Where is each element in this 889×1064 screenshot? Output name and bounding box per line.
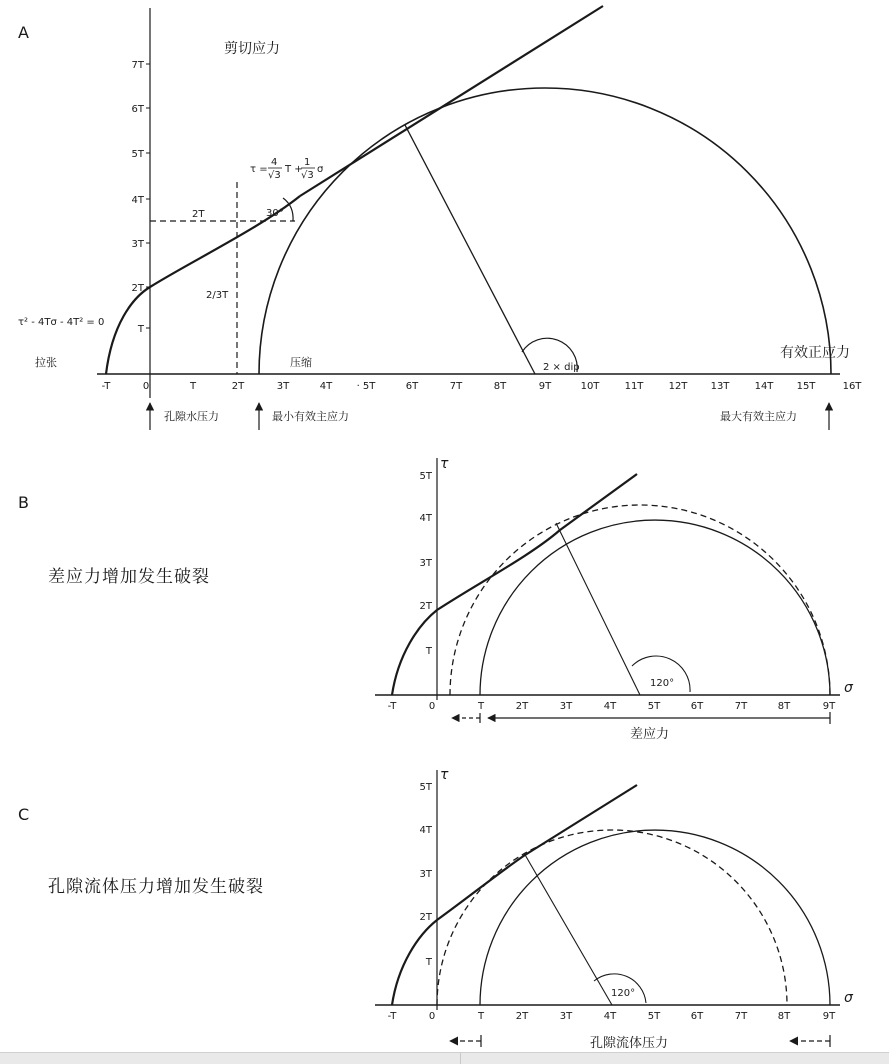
b-xtick: -T [387,701,397,712]
a-xtick: 8T [493,381,507,392]
c-ytick: 5T [419,782,432,793]
a-ytick-3T: 3T [131,239,144,250]
c-ytick: 4T [419,825,432,836]
b-ytick: 2T [419,601,432,612]
tau-axis-label-b: τ [440,456,449,472]
mohr-circle-initial-b [480,520,830,695]
radius-line-b [556,523,640,695]
c-xtick: 5T [647,1011,661,1022]
failure-envelope-c [392,785,637,1005]
a-xtick: T [189,381,197,392]
c-xtick: 0 [428,1011,436,1022]
a-xtick: 10T [580,381,600,392]
tangent-equation [250,157,324,181]
angle-30-label: 30° [266,208,284,219]
panel-c-letter: C [18,805,30,824]
a-xtick: 15T [796,381,816,392]
panel-a-letter: A [18,23,29,42]
a-xtick: -T [101,381,111,392]
b-xtick: 2T [515,701,529,712]
mohr-circle-initial-c [480,830,830,1005]
a-xtick: 4T [319,381,333,392]
b-xtick: 0 [428,701,436,712]
panel-b-caption: 差应力增加发生破裂 [48,567,210,587]
failure-envelope-b [392,474,637,695]
shear-stress-label: 剪切应力 [224,41,280,57]
b-xtick: 7T [734,701,748,712]
b-xtick: 3T [559,701,573,712]
radius-line-c [524,853,612,1005]
a-ytick-5T: 5T [131,149,144,160]
b-xtick: 8T [777,701,791,712]
radius-line-a [405,125,535,374]
c-xtick: 9T [822,1011,836,1022]
b-xtick: 4T [603,701,617,712]
c-xtick: 3T [559,1011,573,1022]
b-xtick: T [477,701,485,712]
c-xtick: 4T [603,1011,617,1022]
sigma-axis-label-c: σ [844,990,853,1006]
a-xtick: 13T [710,381,730,392]
eq-mid: T + [285,164,303,175]
viewer-bottom-bar [0,1052,889,1064]
tau-axis-label-c: τ [440,767,449,783]
a-xtick: 7T [449,381,463,392]
b-xtick: 6T [690,701,704,712]
eq-sigma: σ [317,164,324,175]
panel-b [18,456,854,742]
a-ytick-6T: 6T [131,104,144,115]
a-xtick: · 5T [356,381,376,392]
a-xtick: 11T [624,381,644,392]
c-xtick: 8T [777,1011,791,1022]
eq-frac1-den: √3 [268,170,281,181]
mohr-circle-failure-b [450,505,830,695]
c-ytick: T [425,957,432,968]
a-xtick: 2T [231,381,245,392]
dim-2T-label: 2T [192,209,205,220]
panel-b-letter: B [18,493,29,512]
a-xtick: 12T [668,381,688,392]
a-ytick-7T: 7T [131,60,144,71]
a-xtick: 16T [842,381,862,392]
envelope-equation: τ² - 4Tσ - 4T² = 0 [18,317,105,328]
panel-a [18,6,862,430]
compression-label: 压缩 [290,356,312,369]
angle-label-b: 120° [650,678,675,689]
tangent-line-a [300,6,603,196]
effective-normal-stress-label: 有效正应力 [780,345,850,361]
c-xtick: 2T [515,1011,529,1022]
panel-c-caption: 孔隙流体压力增加发生破裂 [48,877,264,897]
tension-label: 拉张 [35,356,57,369]
a-ytick-4T: 4T [131,195,144,206]
dim-23T-label: 2/3T [206,290,229,301]
max-principal-stress-label: 最大有效主应力 [720,410,797,423]
sigma-axis-label-b: σ [844,680,853,696]
c-ytick: 3T [419,869,432,880]
mohr-circle-shifted-c [437,830,787,1005]
b-ytick: 4T [419,513,432,524]
eq-tau: τ = [250,164,268,175]
b-ytick: T [425,646,432,657]
dip-label: 2 × dip [543,362,580,373]
a-xtick: 6T [405,381,419,392]
panel-c [18,767,854,1051]
angle-label-c: 120° [611,988,636,999]
eq-frac1-num: 4 [271,157,278,168]
a-xtick: 14T [754,381,774,392]
b-xtick: 9T [822,701,836,712]
mohr-circle-a [259,88,831,374]
a-xtick: 3T [276,381,290,392]
c-ytick: 2T [419,912,432,923]
c-xtick: 6T [690,1011,704,1022]
bottom-bar-divider [460,1053,461,1064]
b-xtick: 5T [647,701,661,712]
b-ytick: 3T [419,558,432,569]
a-ytick-T: T [137,324,144,335]
eq-frac2-num: 1 [304,157,311,168]
pore-fluid-pressure-label: 孔隙流体压力 [590,1036,669,1051]
pore-water-pressure-label: 孔隙水压力 [164,410,219,423]
min-principal-stress-label: 最小有效主应力 [272,410,349,423]
differential-stress-label: 差应力 [630,727,670,742]
a-xtick: 9T [538,381,552,392]
a-ytick-2T: 2T [131,283,144,294]
a-xtick: 0 [142,381,150,392]
b-ytick: 5T [419,471,432,482]
c-xtick: T [477,1011,485,1022]
eq-frac2-den: √3 [301,170,314,181]
c-xtick: 7T [734,1011,748,1022]
c-xtick: -T [387,1011,397,1022]
